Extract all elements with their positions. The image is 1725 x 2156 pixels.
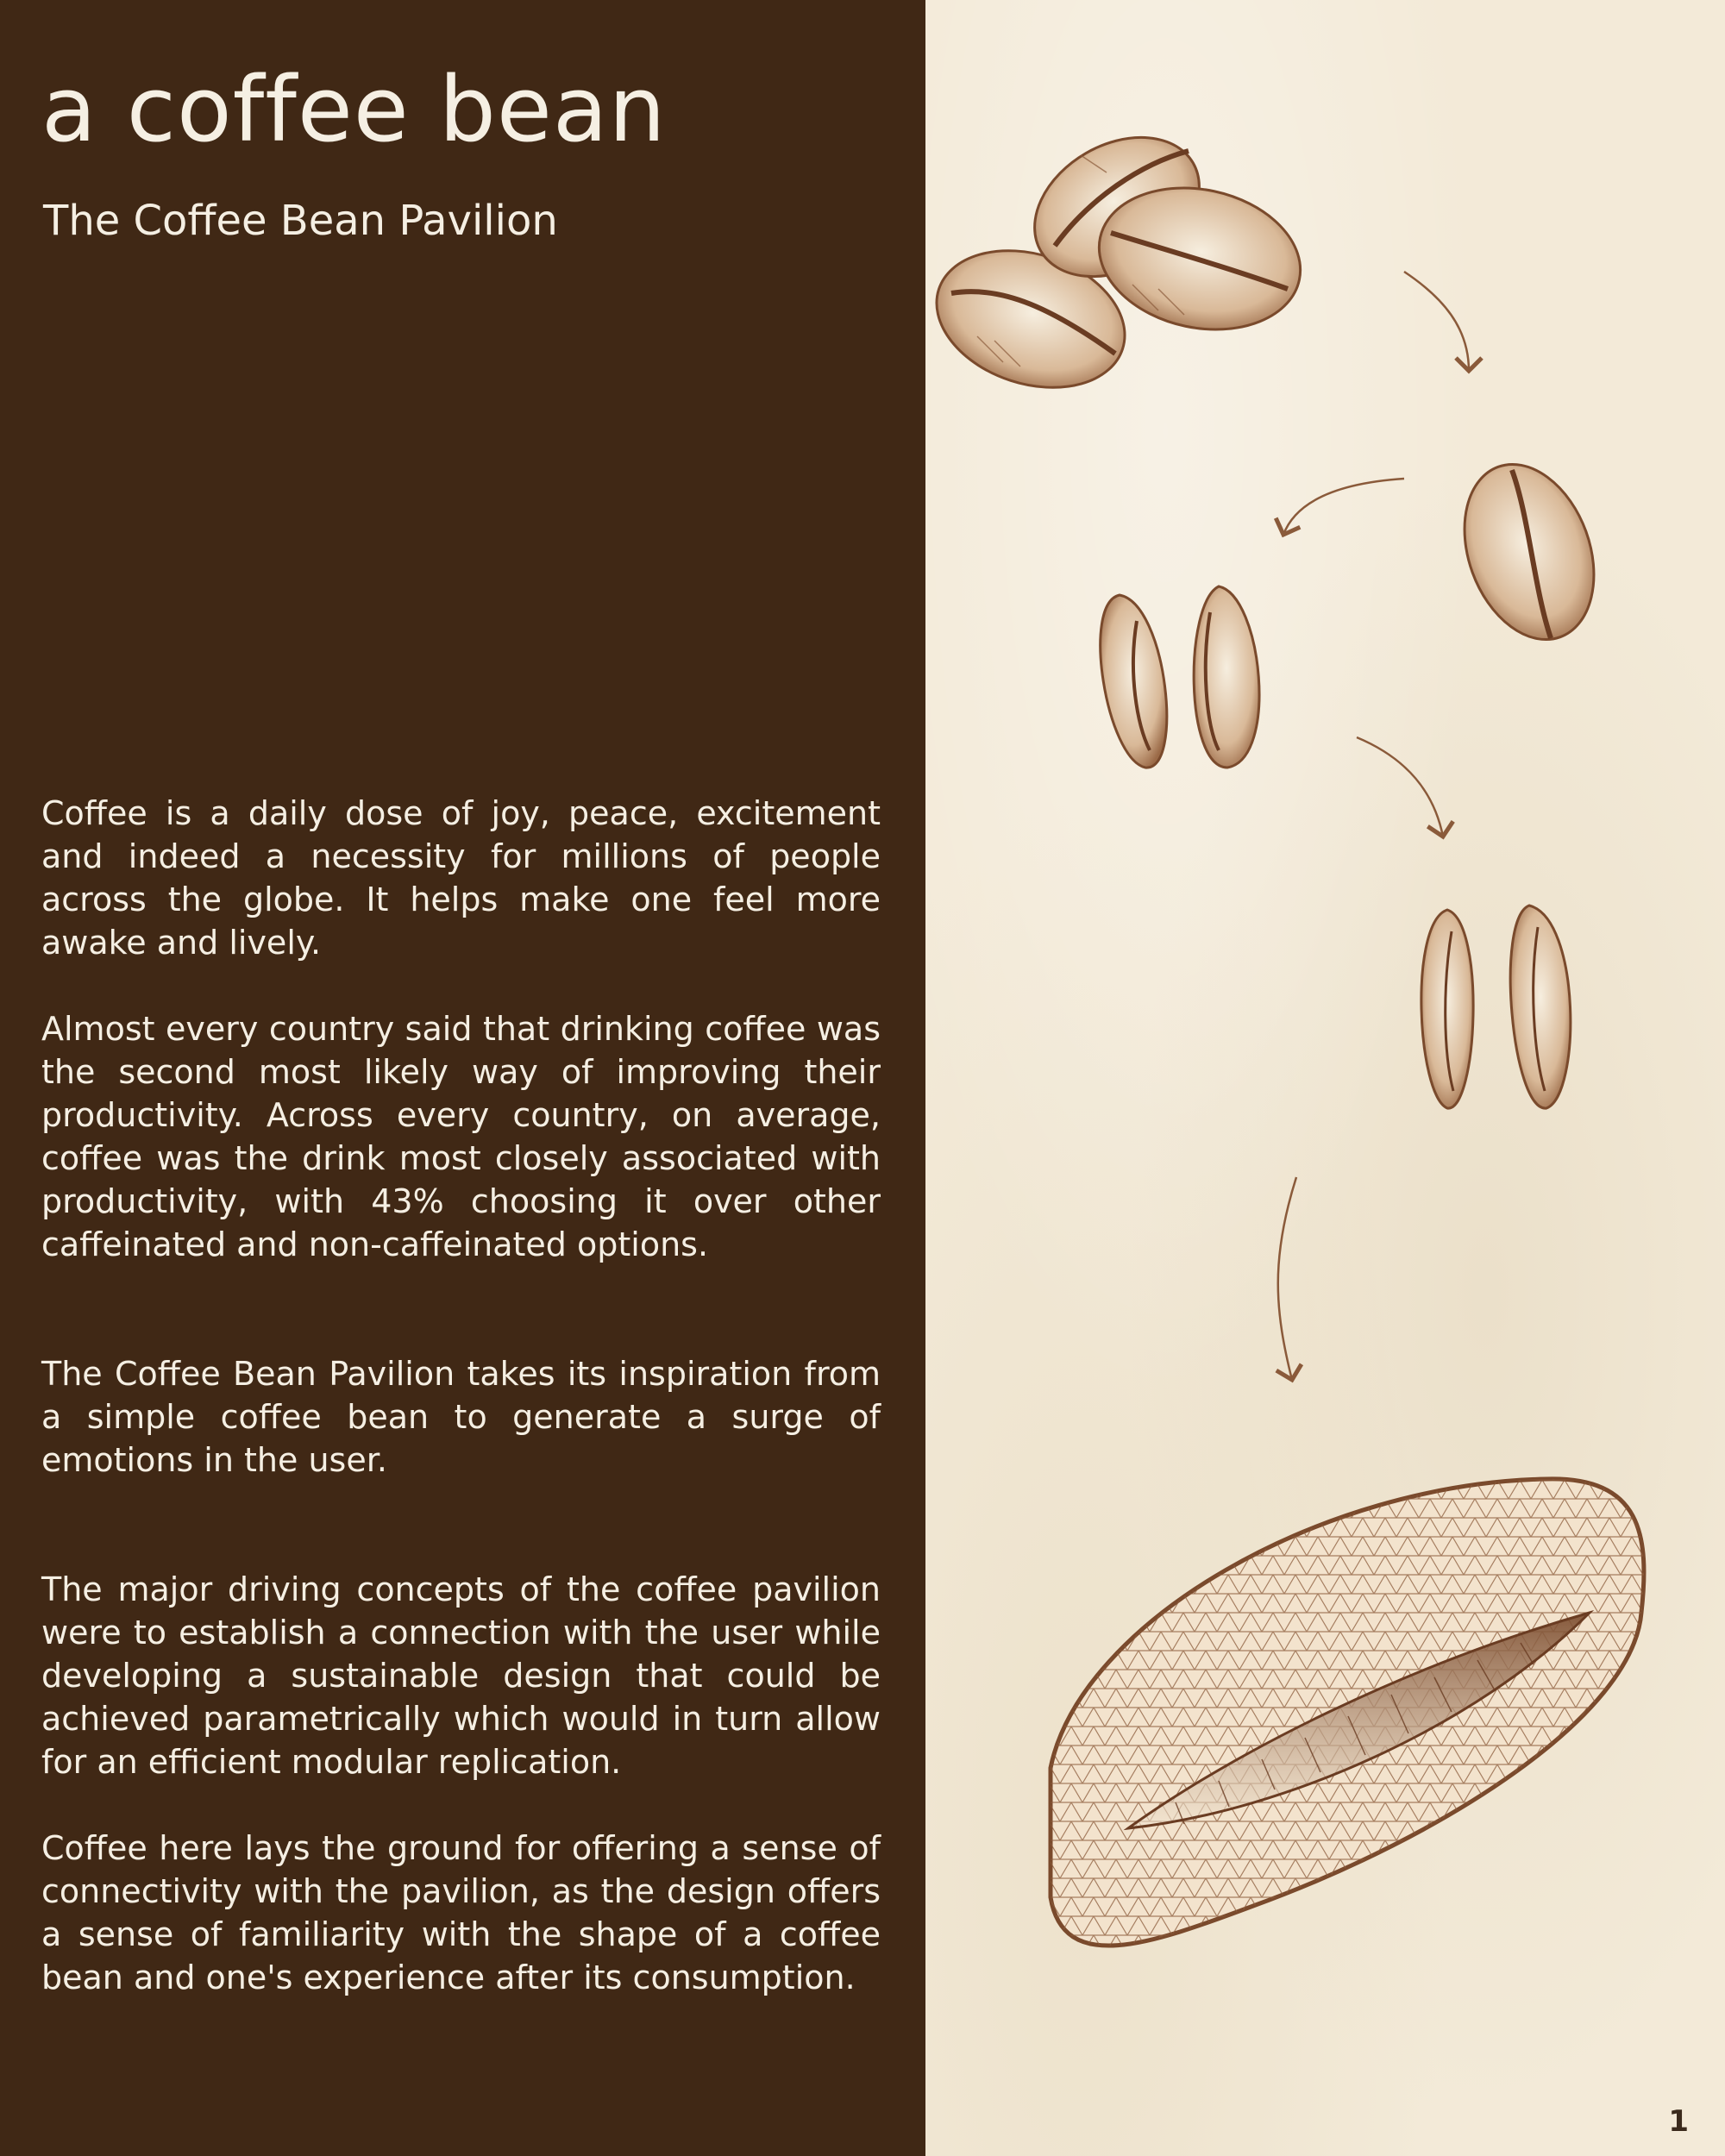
paragraph-productivity: Almost every country said that drinking coffee was the second most likely way of improving their productivity. Across every country, on average, coffee was the drink most closely associated with productivity, with 43% choosing it over other caffeinated and non-caffeinated options. xyxy=(41,1010,881,1263)
page-title: a coffee bean xyxy=(41,57,667,162)
separated-bean-halves-sketch xyxy=(1421,906,1571,1108)
paragraph-connectivity: Coffee here lays the ground for offering a sense of connectivity with the pavilion, as the design offers a sense of familiarity with the shape of a coffee bean and one's experience after its consumption. xyxy=(41,1829,881,1996)
paragraph-inspiration: The Coffee Bean Pavilion takes its inspiration from a simple coffee bean to generate a surge of emotions in the user. xyxy=(41,1355,881,1479)
paragraph-intro: Coffee is a daily dose of joy, peace, excitement and indeed a necessity for millions of people across the globe. It helps make one feel more awake and lively. xyxy=(41,794,881,962)
page-number: 1 xyxy=(1668,2104,1689,2139)
arrow-1-icon xyxy=(1404,272,1469,371)
page-subtitle: The Coffee Bean Pavilion xyxy=(43,197,558,245)
arrow-4-icon xyxy=(1278,1177,1296,1380)
arrow-3-icon xyxy=(1357,737,1443,837)
coffee-bean-sketches xyxy=(925,0,1725,2156)
single-bean-sketch xyxy=(1441,446,1616,657)
arrow-2-icon xyxy=(1283,479,1404,535)
split-bean-halves-sketch xyxy=(1101,586,1259,768)
parametric-bean-pavilion-sketch xyxy=(1051,1479,1644,1946)
paragraph-concepts: The major driving concepts of the coffee pavilion were to establish a connection with the user while developing a sustainable design that could be achieved parametrically which would in turn allow for an efficient modular replication. xyxy=(41,1570,881,1781)
coffee-beans-pile-sketch xyxy=(925,110,1314,411)
